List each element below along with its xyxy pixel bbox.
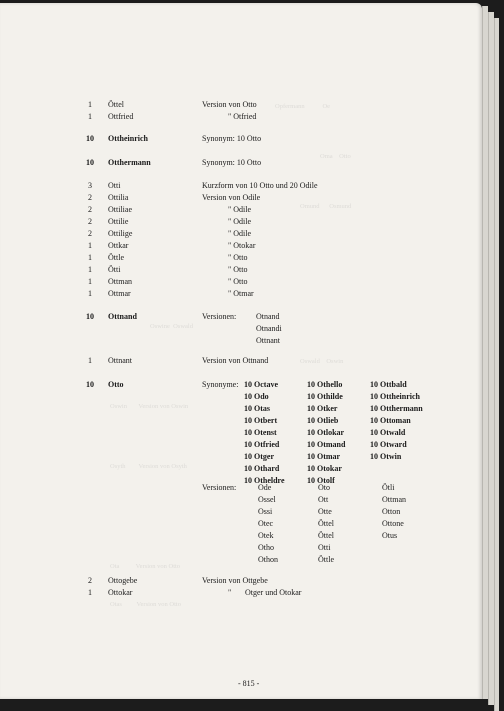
entry-num: 1 [88, 289, 92, 298]
entry-num: 3 [88, 181, 92, 190]
versions-label: Versionen: [202, 483, 237, 492]
entry-num: 2 [88, 576, 92, 585]
version-item: Ottone [382, 519, 404, 528]
version-item: Otec [258, 519, 274, 528]
entry-num: 10 [86, 312, 94, 321]
version-item: Otton [382, 507, 401, 516]
entry-desc: " Otmar [228, 289, 254, 298]
entry-name: Öttel [108, 100, 124, 109]
entry-name: Ottman [108, 277, 132, 286]
entry-num: 10 [86, 158, 94, 167]
entry-name: Ottnant [108, 356, 132, 365]
entry-desc: " Otto [228, 253, 248, 262]
synonym-item: 10 Othello [307, 380, 343, 389]
version-item: Othon [258, 555, 278, 564]
entry-num: 1 [88, 356, 92, 365]
entry-name: Ottnand [108, 312, 137, 321]
entry-name: Otto [108, 380, 124, 389]
synonym-item: 10 Odo [244, 392, 269, 401]
entry-name: Ottilige [108, 229, 133, 238]
page-number: - 815 - [238, 679, 260, 688]
synonym-item: 10 Otfried [244, 440, 280, 449]
entry-name: Ottogebe [108, 576, 138, 585]
version-item: Ossel [258, 495, 276, 504]
entry-name: Ottilie [108, 217, 129, 226]
entry-desc: " Otto [228, 277, 248, 286]
entry-desc: " Otokar [228, 241, 256, 250]
entry-desc: " Odile [228, 229, 252, 238]
entry-name: Ötti [108, 265, 121, 274]
version-item: Ode [258, 483, 272, 492]
synonym-item: 10 Otker [307, 404, 338, 413]
entry-desc: Version von Otto [202, 100, 257, 109]
entry-name: Otti [108, 181, 121, 190]
synonym-item: 10 Otlokar [307, 428, 345, 437]
entry-num: 2 [88, 193, 92, 202]
version-item: Otek [258, 531, 274, 540]
synonym-item: 10 Octave [244, 380, 278, 389]
version-item: Ossi [258, 507, 273, 516]
entry-num: 2 [88, 217, 92, 226]
synonym-item: 10 Otas [244, 404, 270, 413]
entry-num: 2 [88, 205, 92, 214]
synonym-item: 10 Otward [370, 440, 407, 449]
synonym-item: 10 Otbert [244, 416, 278, 425]
book-page: Opfermann Oe Oma Otto Omund Osmund Oswine Oswald Oswald Oswin Oswin Version von Oswin Osyth Version von Osyth Ota Version von Otto Otas Version von Otto 1 Öttel Version von Otto 1 Ottfried " Otfried 10 Ottheinrich Synonym: 10 Otto 10 Otthermann Synonym: 10 Otto 3 Otti Kurzform von 10 Otto und 20 Odile 2 Ottilia Version von Odile 2 Ottiliae " Odile 2 Ottilie " Odile 2 Ottilige " Odile 1 Ottkar " Otokar 1 Öttle " Otto 1 Ötti " Otto 1 Ottman " Otto 1 Ottmar " Otmar 10 Ottnand Versionen: Otnand Otnandi Ottnant 1 Ottnant Version von Ottnand 10 Otto Synonyme: 10 Octave 10 Odo 10 Otas 10 Otbert 10 Otenst 10 Otfried 10 Otger 10 Othard 10 Otheldre 10 Othello 10 Othilde 10 Otker 10 Otlieb 10 Otlokar 10 Otmand 10 Otmar 10 Otokar 10 Otolf 10 Ottbald 10 Ottheinrich 10 Otthermann 10 Ottoman 10 Otwald 10 Otward 10 Otwin Versionen: Ode Ossel Ossi Otec Otek Otho Othon Oto Ott Otte Öttel Öttel Otti Öttle Ötli Ottman Otton Ottone Otus 2 Ottogebe Version von Ottgebe 1 Ottokar " Otger und Otokar - 815 - [0, 3, 482, 699]
entry-num: 1 [88, 253, 92, 262]
entry-desc: Synonyme: [202, 380, 239, 389]
entry-num: 1 [88, 277, 92, 286]
version-item: Otnandi [256, 324, 282, 333]
entry-num: 1 [88, 112, 92, 121]
version-item: Otti [318, 543, 331, 552]
page-edge [494, 18, 499, 711]
version-item: Ottman [382, 495, 406, 504]
synonym-item: 10 Otwin [370, 452, 402, 461]
entry-desc: " Odile [228, 217, 252, 226]
entry-num: 2 [88, 229, 92, 238]
synonym-item: 10 Otokar [307, 464, 342, 473]
entry-desc: " Otfried [228, 112, 257, 121]
entry-desc: Version von Ottgebe [202, 576, 268, 585]
entry-desc: Synonym: 10 Otto [202, 134, 262, 143]
version-item: Oto [318, 483, 330, 492]
synonym-item: 10 Otwald [370, 428, 406, 437]
entry-desc: " Otto [228, 265, 248, 274]
synonym-item: 10 Otger [244, 452, 274, 461]
entry-num: 1 [88, 100, 92, 109]
entry-desc: Version von Odile [202, 193, 261, 202]
synonym-item: 10 Othard [244, 464, 280, 473]
synonym-item: 10 Ottoman [370, 416, 411, 425]
synonym-item: 10 Otlieb [307, 416, 339, 425]
entry-desc: Synonym: 10 Otto [202, 158, 262, 167]
synonym-item: 10 Otmar [307, 452, 341, 461]
synonym-item: 10 Otolf [307, 476, 335, 485]
version-item: Öttel [318, 519, 334, 528]
version-item: Öttel [318, 531, 334, 540]
entry-num: 1 [88, 265, 92, 274]
entry-num: 10 [86, 134, 94, 143]
entry-num: 1 [88, 588, 92, 597]
version-item: Ötli [382, 483, 395, 492]
entry-name: Ottkar [108, 241, 129, 250]
entry-desc: Kurzform von 10 Otto und 20 Odile [202, 181, 318, 190]
version-item: Otus [382, 531, 398, 540]
version-item: Öttle [318, 555, 334, 564]
entry-desc: Version von Ottnand [202, 356, 269, 365]
version-item: Ottnant [256, 336, 280, 345]
entry-num: 10 [86, 380, 94, 389]
synonym-item: 10 Ottheinrich [370, 392, 420, 401]
entry-desc: " Odile [228, 205, 252, 214]
synonym-item: 10 Otthermann [370, 404, 423, 413]
version-item: Otnand [256, 312, 280, 321]
entry-desc-target: Otger und Otokar [245, 588, 302, 597]
entry-num: 1 [88, 241, 92, 250]
synonym-item: 10 Ottbald [370, 380, 407, 389]
entry-name: Ottiliae [108, 205, 132, 214]
entry-desc: " [228, 588, 232, 597]
entry-desc: Versionen: [202, 312, 237, 321]
entry-name: Ottilia [108, 193, 129, 202]
version-item: Ott [318, 495, 329, 504]
entry-name: Ottmar [108, 289, 131, 298]
version-item: Otte [318, 507, 332, 516]
synonym-item: 10 Othilde [307, 392, 343, 401]
synonym-item: 10 Otheldre [244, 476, 285, 485]
entry-name: Ottfried [108, 112, 134, 121]
entry-name: Ottheinrich [108, 134, 148, 143]
entry-name: Öttle [108, 253, 124, 262]
synonym-item: 10 Otenst [244, 428, 277, 437]
synonym-item: 10 Otmand [307, 440, 346, 449]
entry-name: Ottokar [108, 588, 133, 597]
version-item: Otho [258, 543, 274, 552]
entry-name: Otthermann [108, 158, 151, 167]
